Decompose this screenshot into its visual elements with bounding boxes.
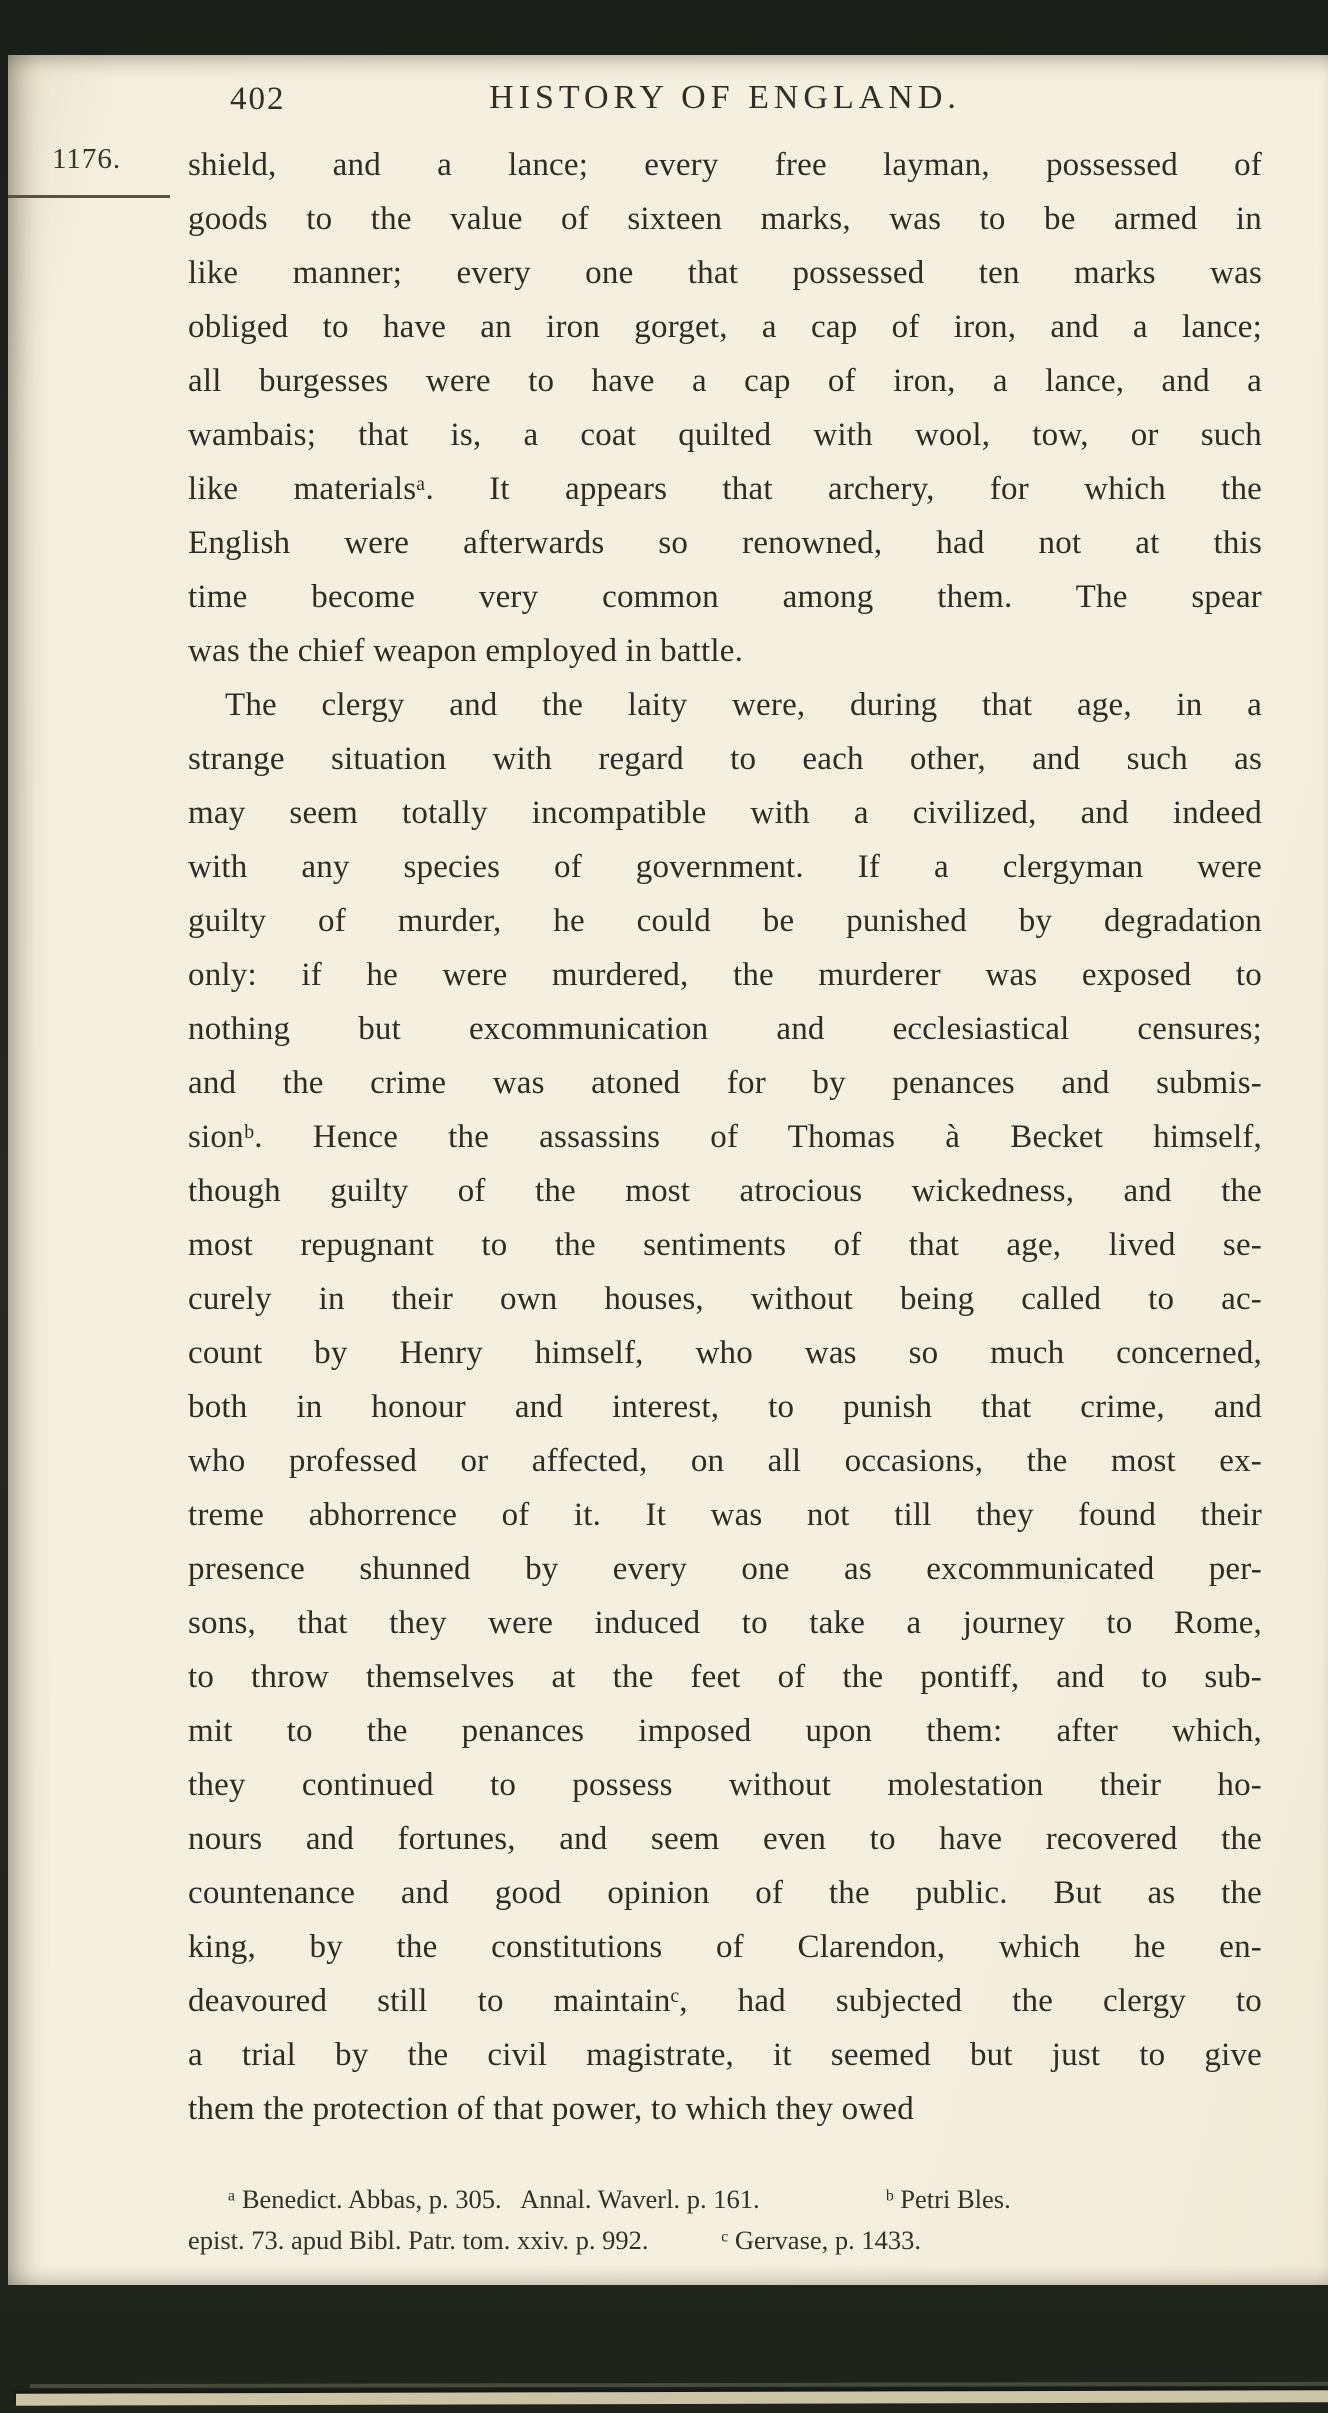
text-line: goods to the value of sixteen marks, was to be armed in	[188, 201, 1262, 237]
text-line: only: if he were murdered, the murderer was exposed to	[188, 957, 1262, 993]
text-line: most repugnant to the sentiments of that age, lived se-	[188, 1227, 1262, 1263]
book-page	[8, 55, 1328, 2285]
text-line: time become very common among them. The spear	[188, 579, 1262, 615]
text-line: was the chief weapon employed in battle.	[188, 633, 744, 669]
text-line: like manner; every one that possessed ten marks was	[188, 255, 1262, 291]
paragraph	[188, 138, 1262, 678]
text-line: and the crime was atoned for by penances and submis-	[188, 1065, 1262, 1101]
page-number: 402	[230, 81, 286, 117]
text-line: count by Henry himself, who was so much concerned,	[188, 1335, 1262, 1371]
text-line: though guilty of the most atrocious wickedness, and the	[188, 1173, 1262, 1209]
text-line: presence shunned by every one as excommunicated per-	[188, 1551, 1262, 1587]
text-line: them the protection of that power, to which they owed	[188, 2091, 914, 2127]
text-line: wambais; that is, a coat quilted with wool, tow, or such	[188, 417, 1262, 453]
text-line: nothing but excommunication and ecclesiastical censures;	[188, 1011, 1262, 1047]
text-line: mit to the penances imposed upon them: after which,	[188, 1713, 1262, 1749]
text-line: both in honour and interest, to punish that crime, and	[188, 1389, 1262, 1425]
text-line: they continued to possess without molestation their ho-	[188, 1767, 1262, 1803]
footnotes	[188, 2179, 1268, 2261]
text-line: nours and fortunes, and seem even to have recovered the	[188, 1821, 1262, 1857]
text-line: deavoured still to maintainᶜ, had subjected the clergy to	[188, 1983, 1262, 2019]
text-line: epist. 73. apud Bibl. Patr. tom. xxiv. p. 992. ᶜ Gervase, p. 1433.	[188, 2225, 922, 2255]
page-header	[188, 79, 1262, 117]
page-edge-shadow	[30, 2382, 1328, 2388]
text-line: sionᵇ. Hence the assassins of Thomas à Becket himself,	[188, 1119, 1262, 1155]
text-line: ᵃ Benedict. Abbas, p. 305. Annal. Waverl. p. 161. ᵇ Petri Bles.	[228, 2184, 1011, 2214]
text-line: king, by the constitutions of Clarendon, which he en-	[188, 1929, 1262, 1965]
text-line: who professed or affected, on all occasions, the most ex-	[188, 1443, 1262, 1479]
text-line: shield, and a lance; every free layman, possessed of	[188, 147, 1262, 183]
running-header: HISTORY OF ENGLAND.	[489, 79, 961, 116]
text-line: with any species of government. If a clergyman were	[188, 849, 1262, 885]
page-bottom-edge	[16, 2390, 1328, 2405]
margin-rule	[8, 195, 170, 198]
text-line: treme abhorrence of it. It was not till they found their	[188, 1497, 1262, 1533]
text-line: a trial by the civil magistrate, it seemed but just to give	[188, 2037, 1262, 2073]
text-line: may seem totally incompatible with a civilized, and indeed	[188, 795, 1262, 831]
text-line: English were afterwards so renowned, had not at this	[188, 525, 1262, 561]
text-line: guilty of murder, he could be punished by degradation	[188, 903, 1262, 939]
body-text	[188, 138, 1262, 2136]
text-line: The clergy and the laity were, during that age, in a	[225, 687, 1262, 723]
text-line: strange situation with regard to each other, and such as	[188, 741, 1262, 777]
margin-year: 1176.	[52, 143, 122, 175]
text-line: like materialsᵃ. It appears that archery, for which the	[188, 471, 1262, 507]
text-line: curely in their own houses, without being called to ac-	[188, 1281, 1262, 1317]
paragraph	[188, 678, 1262, 2136]
text-line: sons, that they were induced to take a journey to Rome,	[188, 1605, 1262, 1641]
text-line: obliged to have an iron gorget, a cap of iron, and a lance;	[188, 309, 1262, 345]
text-line: countenance and good opinion of the public. But as the	[188, 1875, 1262, 1911]
text-line: to throw themselves at the feet of the pontiff, and to sub-	[188, 1659, 1262, 1695]
text-line: all burgesses were to have a cap of iron, a lance, and a	[188, 363, 1262, 399]
